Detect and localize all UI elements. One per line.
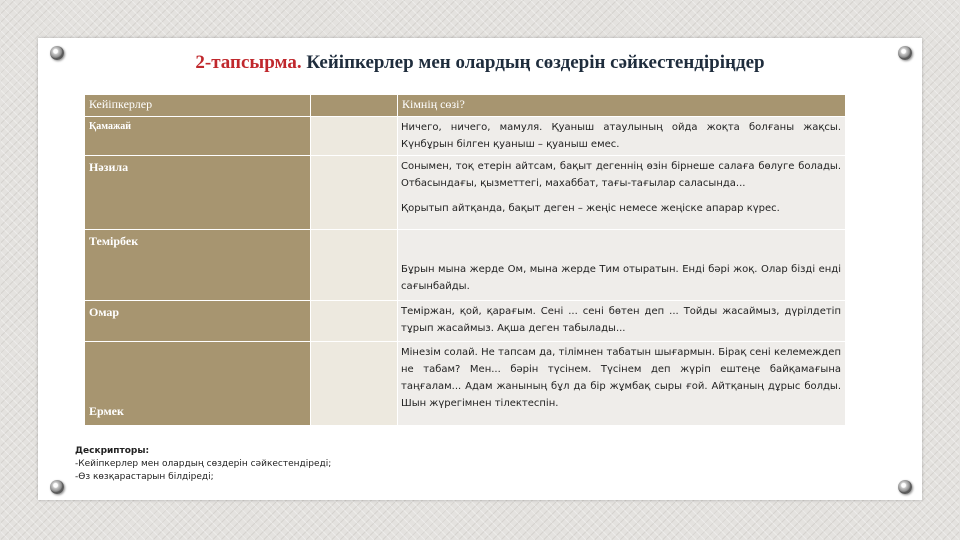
- character-name: Ермек: [85, 342, 311, 426]
- quote-cell: Бұрын мына жерде Ом, мына жерде Тим отыратын. Енді бәрі жоқ. Олар бізді енді сағынбайды.: [398, 230, 846, 301]
- column-header-characters: Кейіпкерлер: [85, 95, 311, 117]
- table-row: [85, 301, 846, 342]
- table-row: [85, 117, 846, 156]
- table-row: [85, 230, 846, 301]
- answer-cell[interactable]: [311, 156, 398, 230]
- pushpin-icon: [50, 480, 64, 494]
- page-title: [0, 52, 960, 74]
- pushpin-icon: [898, 480, 912, 494]
- descriptor-item: -Кейіпкерлер мен олардың сөздерін сәйкестендіреді;: [75, 459, 332, 469]
- answer-cell[interactable]: [311, 342, 398, 426]
- table-row: [85, 342, 846, 426]
- quote-cell: Сонымен, тоқ етерін айтсам, бақыт дегеннің өзін бірнеше салаға бөлуге болады. Отбасындағы, қызметтегі, махаббат, тағы-тағылар саласында... Қорытып айтқанда, бақыт деген – жеңіс немесе жеңіске апарар күрес.: [398, 156, 846, 230]
- answer-cell[interactable]: [311, 230, 398, 301]
- task-instruction: Кейіпкерлер мен олардың сөздерін сәйкестендіріңдер: [306, 52, 765, 73]
- character-name: Қамажай: [85, 117, 311, 156]
- table-header-row: [85, 95, 846, 117]
- task-number: 2-тапсырма.: [195, 52, 302, 73]
- character-name: Темірбек: [85, 230, 311, 301]
- character-name: Омар: [85, 301, 311, 342]
- quote-cell: Мінезім солай. Не тапсам да, тілімнен табатын шығармын. Бірақ сені келемеждеп не табам? Мен... бәрін түсінем. Түсінем деп жүріп ештеңе байқамағына таңғалам... Адам жанының бұл да бір жұмбақ сыры ғой. Айтқаның дұрыс болды. Шын жүрегімнен тілектеспін.: [398, 342, 846, 426]
- answer-cell[interactable]: [311, 117, 398, 156]
- table-row: [85, 156, 846, 230]
- answer-cell[interactable]: [311, 301, 398, 342]
- descriptors-heading: Дескрипторы:: [75, 446, 150, 456]
- matching-table: [84, 94, 846, 426]
- column-header-blank: [311, 95, 398, 117]
- quote-cell: Теміржан, қой, қарағым. Сені ... сені бөтен деп ... Тойды жасаймыз, дүрілдетіп тұрып жасаймыз. Ақша деген табылады...: [398, 301, 846, 342]
- character-name: Нәзила: [85, 156, 311, 230]
- descriptors: [75, 445, 575, 484]
- quote-cell: Ничего, ничего, мамуля. Қуаныш атаулының ойда жоқта болғаны жақсы. Күнбұрын білген қуаныш – қуаныш емес.: [398, 117, 846, 156]
- descriptor-item: -Өз көзқарастарын білдіреді;: [75, 472, 214, 482]
- column-header-whose-words: Кімнің сөзі?: [398, 95, 846, 117]
